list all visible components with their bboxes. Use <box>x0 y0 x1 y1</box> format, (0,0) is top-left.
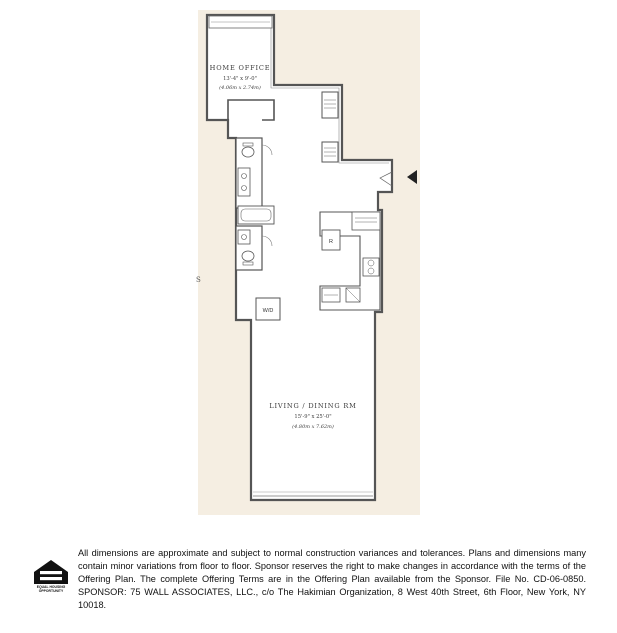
disclaimer-text: All dimensions are approximate and subject to normal construction variances and tolerances. Plans and dimensions many contain minor variations from floor to floor. Sponsor reserves the right to make changes in accordance with the terms of the Offering Plan. The complete Offering Terms are in the Offering Plan available from the Sponsor. File No. CD-06-0850. SPONSOR: 75 WALL ASSOCIATES, LLC., c/o The Hakimian Organization, 8 West 40th Street, 6th Floor, New York, NY 10018. <box>78 548 586 610</box>
toilet-2-icon <box>242 251 254 261</box>
home-office-name: HOME OFFICE <box>209 64 271 72</box>
washer-dryer-label: W/D <box>262 308 274 314</box>
home-office-dim-m: (4.06m x 2.74m) <box>219 85 261 91</box>
closet-1 <box>322 92 338 118</box>
entry-arrow-icon <box>407 170 417 184</box>
toilet-1-icon <box>242 147 254 157</box>
living-dining-dim-m: (4.80m x 7.62m) <box>292 424 334 430</box>
refrigerator-label: R <box>329 239 333 245</box>
living-dining-dim-ft: 15'-9" x 25'-0" <box>294 414 332 420</box>
logo-caption: EQUAL HOUSING OPPORTUNITY <box>36 585 66 593</box>
home-office-dim-ft: 13'-4" x 9'-0" <box>223 76 257 82</box>
compass-letter: S <box>196 276 201 284</box>
stove-icon <box>363 258 379 276</box>
living-dining-name: LIVING / DINING RM <box>269 402 357 410</box>
kitchen-upper-cabinet <box>352 212 380 230</box>
sink-1-icon <box>238 168 250 196</box>
